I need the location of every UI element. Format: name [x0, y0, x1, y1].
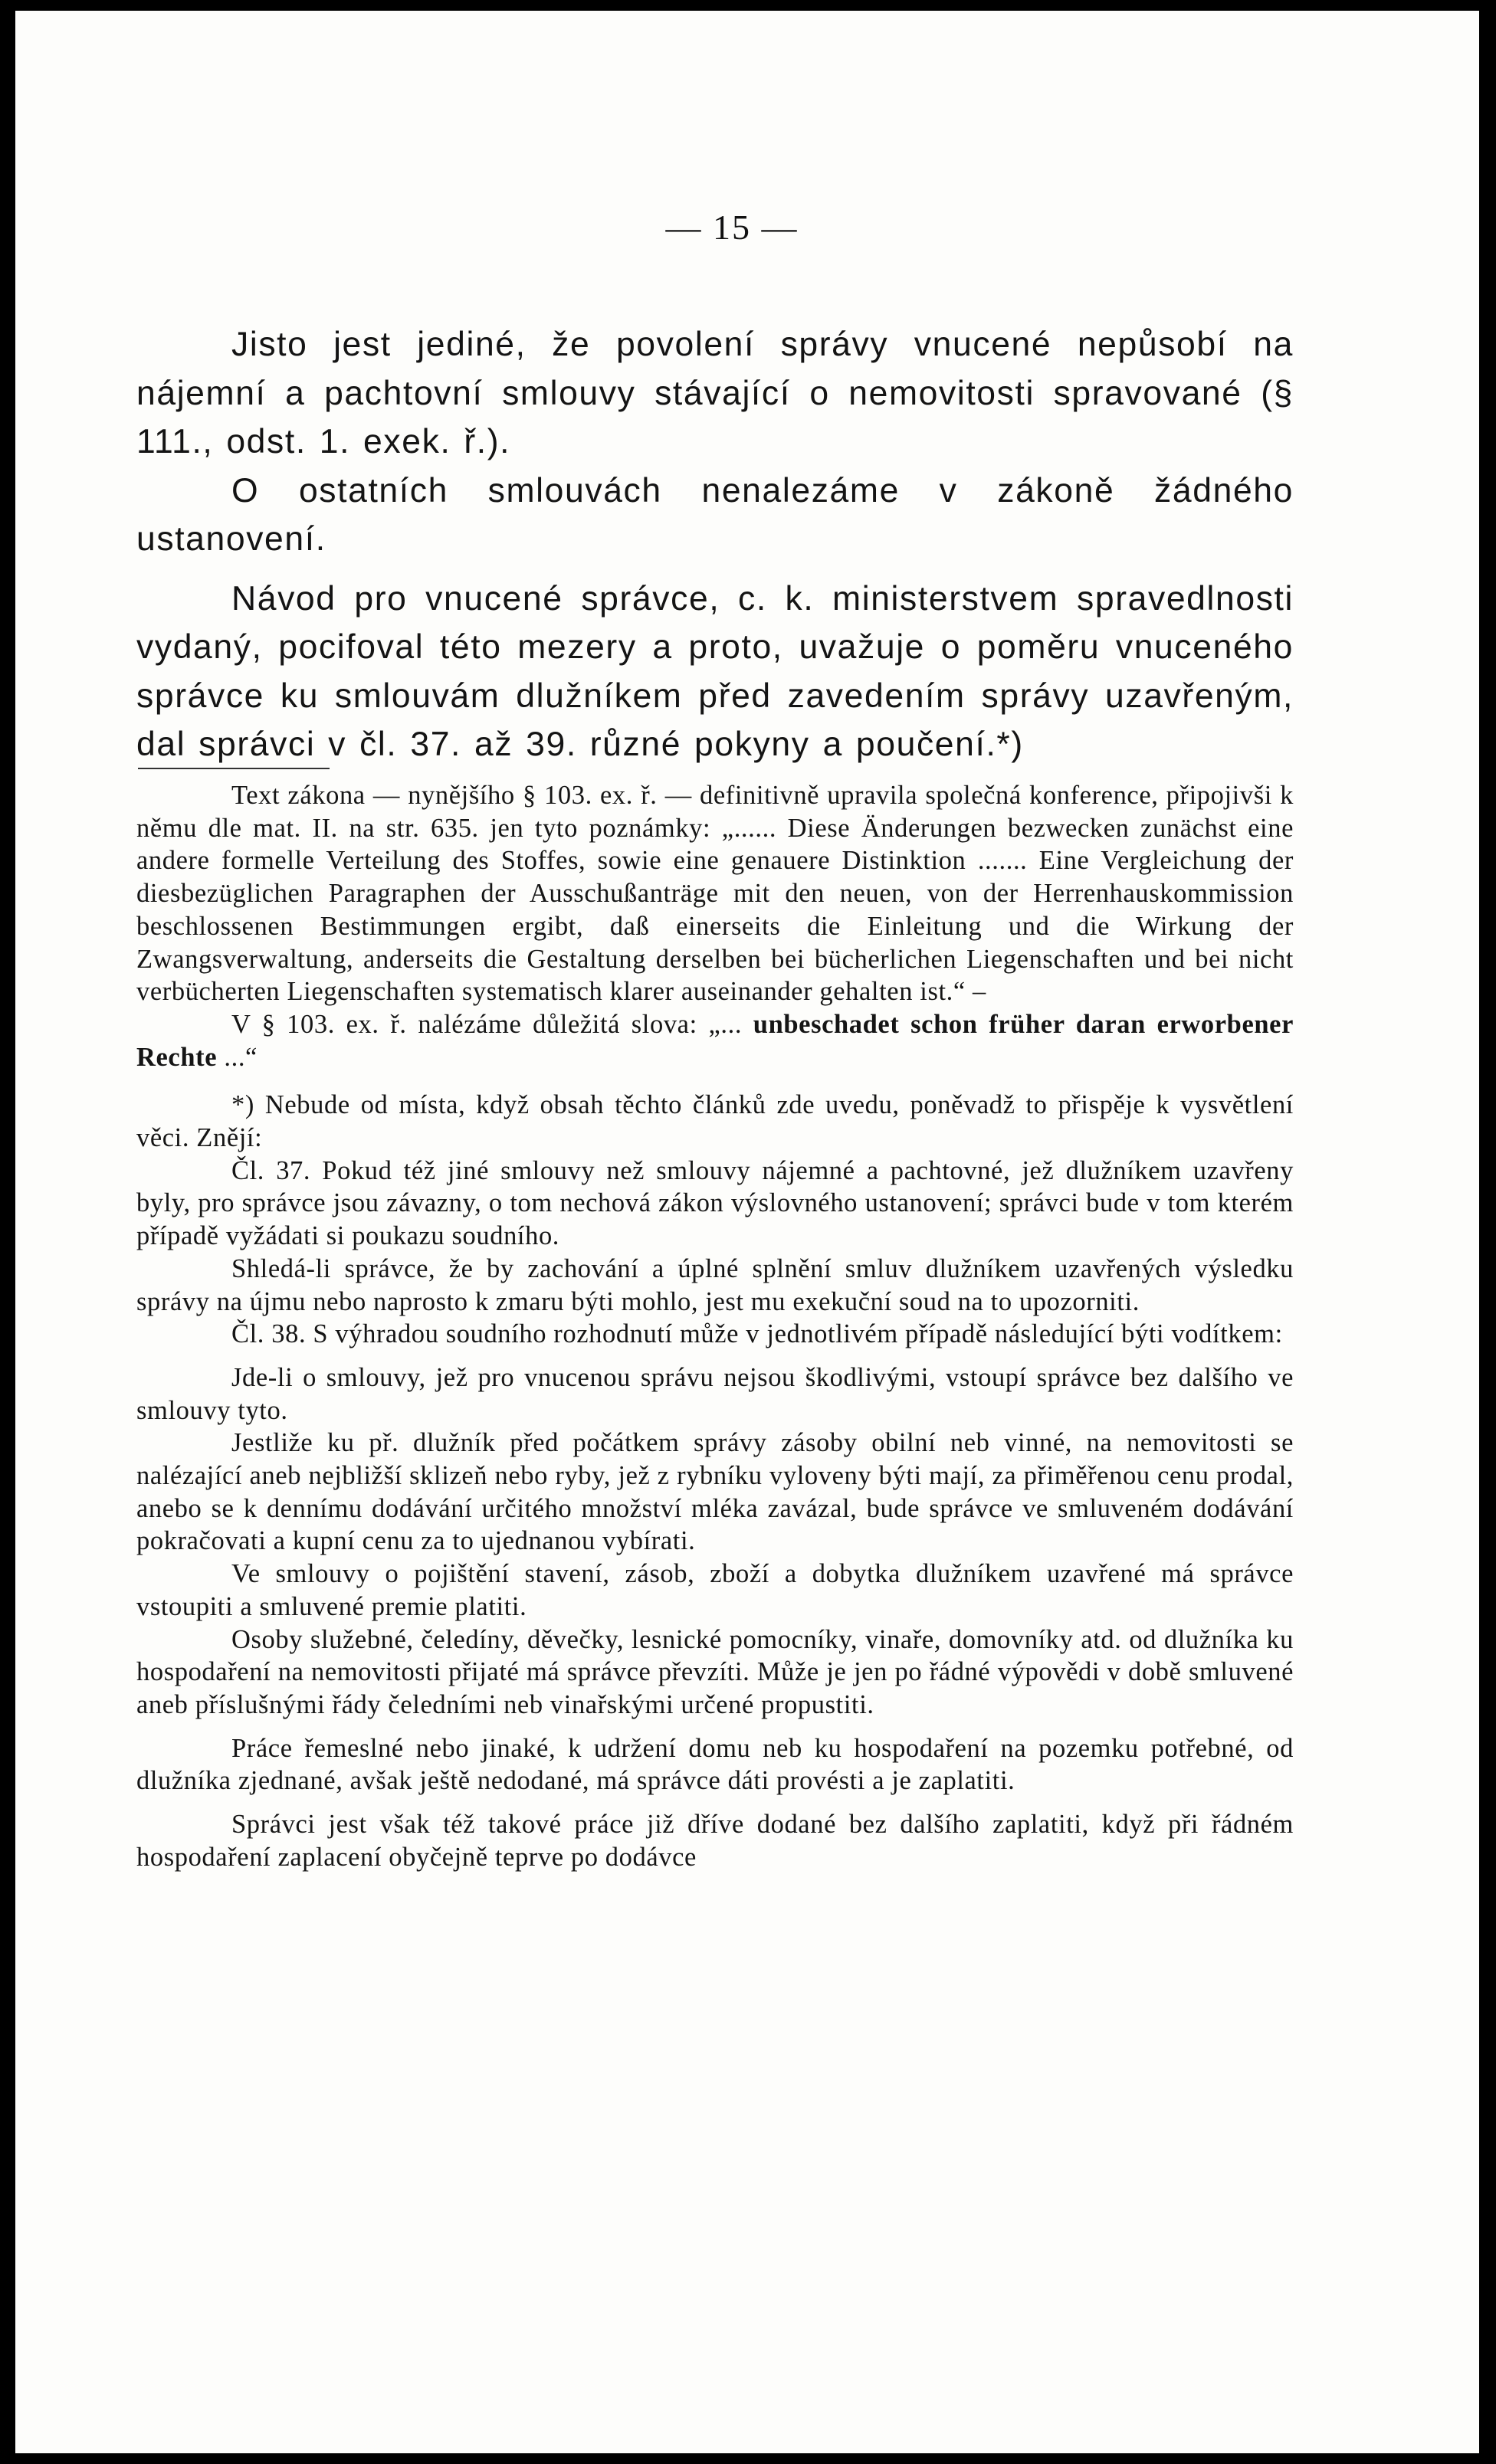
notes-section [136, 779, 1294, 1874]
footnote-pojisteni: Ve smlouvy o pojištění stavení, zásob, zboží a dobytka dlužníkem uzavřené má správce vstoupiti a smluvené premie platiti. [136, 1559, 1294, 1621]
footnote-intro: *) Nebude od místa, když obsah těchto článků zde uvedu, poněvadž to přispěje k vysvětlení věci. Znějí: [136, 1090, 1294, 1153]
note-103-bold-phrase: unbeschadet schon früher daran erworbener Rechte [136, 1009, 1294, 1072]
footnote-cl-38: Čl. 38. S výhradou soudního rozhodnutí může v jednotlivém případě následující býti vodítkem: [231, 1319, 1283, 1349]
footnote-shleda: Shledá-li správce, že by zachování a úplné splnění smluv dlužníkem uzavřených výsledku správy na újmu nebo naprosto k zmaru býti mohlo, jest mu exekuční soud na to upozorniti. [136, 1253, 1294, 1316]
footnote-prace: Práce řemeslné nebo jinaké, k udržení domu neb ku hospodaření na pozemku potřebné, od dlužníka zjednané, avšak ještě nedodané, má správce dáti provésti a je zaplatiti. [136, 1733, 1294, 1796]
paragraph-ostatni-smlouvy: O ostatních smlouvách nenalezáme v zákoně žádného ustanovení. [136, 471, 1294, 558]
note-103-suffix: ...“ [224, 1042, 258, 1072]
footnote-jde-li: Jde-li o smlouvy, jež pro vnucenou správu nejsou škodlivými, vstoupí správce bez dalšího ve smlouvy tyto. [136, 1362, 1294, 1425]
paragraph-povoleni-spravy: Jisto jest jediné, že povolení správy vnucené nepůsobí na nájemní a pachtovní smlouvy stávající o nemovitosti spravované (§ 111., odst. 1. exek. ř.). [136, 326, 1294, 460]
note-text-zakona: Text zákona — nynějšího § 103. ex. ř. — definitivně upravila společná konference, připojivši k němu dle mat. II. na str. 635. jen tyto poznámky: „...... Diese Änderungen bezwecken zunächst eine andere formelle Verteilung des Stoffes, sowie eine genauere Distinktion ....... Eine Vergleichung der diesbezüglichen Paragraphen der Ausschußanträge mit den neuen, von der Herrenhauskommission beschlossenen Bestimmungen ergibt, daß einerseits die Einleitung und die Wirkung der Zwangsverwaltung, anderseits die Gestaltung derselben bei bücherlichen Liegenschaften und bei nicht verbücherten Liegenschaften systematisch klarer auseinander gehalten ist.“ – [136, 781, 1294, 1007]
note-paragraph-103 [136, 1008, 1294, 1073]
document-page [15, 11, 1479, 2453]
footnote-divider [138, 768, 330, 769]
footnote-osoby: Osoby služebné, čeledíny, děvečky, lesnické pomocníky, vinaře, domovníky atd. od dlužníka ku hospodaření na nemovitosti přijaté má správce převzíti. Může je jen po řádné výpovědi v době smluvené aneb příslušnými řády čeledními neb vinařskými určené propustiti. [136, 1624, 1294, 1719]
footnote-jestlize: Jestliže ku př. dlužník před počátkem správy zásoby obilní neb vinné, na nemovitosti se nalézající aneb nejbližší sklizeň nebo ryby, jež z rybníku vyloveny býti mají, za přiměřenou cenu prodal, anebo se k dennímu dodávání určitého množství mléka zavázal, bude správce ve smluveném dodávání pokračovati a kupní cenu za to ujednanou vybírati. [136, 1428, 1294, 1556]
footnote-cl-37: Čl. 37. Pokud též jiné smlouvy než smlouvy nájemné a pachtovné, jež dlužníkem uzavřeny byly, pro správce jsou závazny, o tom nechová zákon výslovného ustanovení; správci bude v tom kterém případě vyžádati si poukazu soudního. [136, 1155, 1294, 1251]
page-number: — 15 — [665, 208, 799, 247]
footnote-spravci: Správci jest však též takové práce již dříve dodané bez dalšího zaplatiti, když při řádném hospodaření zaplacení obyčejně teprve po dodávce [136, 1810, 1294, 1872]
note-103-prefix: V § 103. ex. ř. nalézáme důležitá slova: „... [231, 1009, 743, 1039]
main-text [136, 320, 1294, 769]
paragraph-navod-pro-spravce: Návod pro vnucené správce, c. k. ministerstvem spravedlnosti vydaný, pocifoval této mezery a proto, uvažuje o poměru vnuceného správce ku smlouvám dlužníkem před zavedením správy uzavřeným, dal správci v čl. 37. až 39. různé pokyny a poučení.*) [136, 579, 1294, 763]
